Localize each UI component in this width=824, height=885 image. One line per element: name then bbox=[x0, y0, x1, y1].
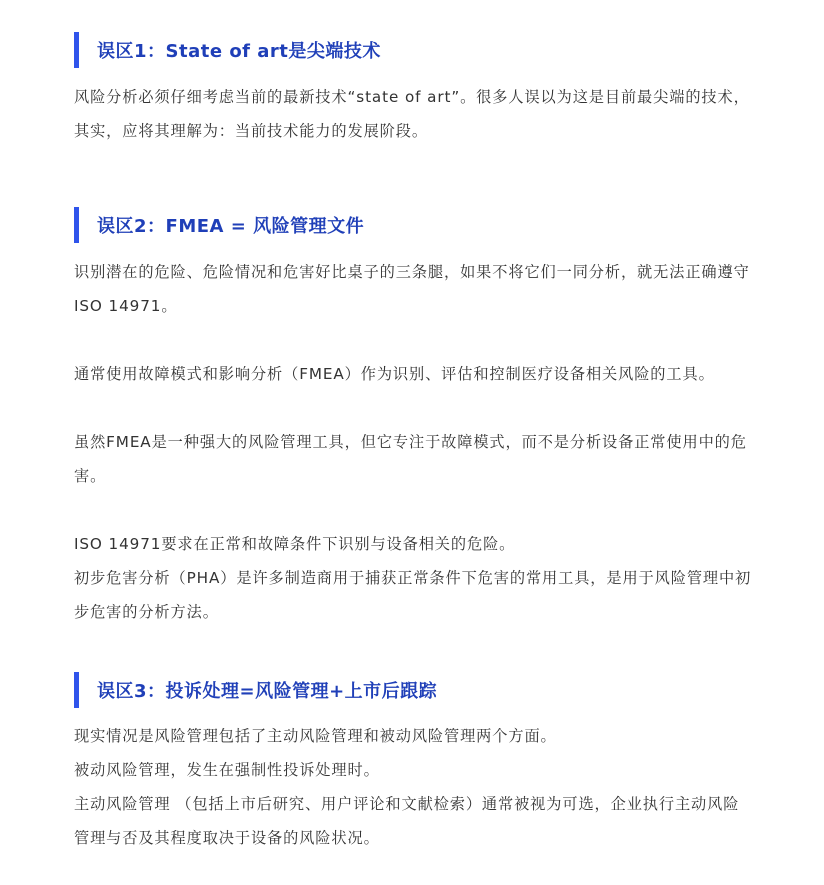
heading-accent-bar bbox=[74, 207, 79, 243]
paragraph: ISO 14971要求在正常和故障条件下识别与设备相关的危险。 bbox=[74, 535, 516, 553]
heading-title: 误区3：投诉处理=风险管理+上市后跟踪 bbox=[97, 681, 438, 702]
section-heading-2 bbox=[74, 207, 364, 243]
paragraph: 识别潜在的危险、危险情况和危害好比桌子的三条腿，如果不将它们一同分析，就无法正确遵守ISO 14971。 bbox=[74, 263, 750, 315]
heading-accent-bar bbox=[74, 32, 79, 68]
paragraph: 被动风险管理，发生在强制性投诉处理时。 bbox=[74, 761, 380, 779]
paragraph: 风险分析必须仔细考虑当前的最新技术“state of art”。很多人误以为这是目前最尖端的技术，其实，应将其理解为：当前技术能力的发展阶段。 bbox=[74, 88, 750, 140]
paragraph: 虽然FMEA是一种强大的风险管理工具，但它专注于故障模式，而不是分析设备正常使用中的危害。 bbox=[74, 433, 747, 485]
paragraph: 初步危害分析（PHA）是许多制造商用于捕获正常条件下危害的常用工具，是用于风险管理中初步危害的分析方法。 bbox=[74, 569, 752, 621]
paragraph: 通常使用故障模式和影响分析（FMEA）作为识别、评估和控制医疗设备相关风险的工具。 bbox=[74, 365, 715, 383]
paragraph: 主动风险管理 （包括上市后研究、用户评论和文献检索）通常被视为可选，企业执行主动风险管理与否及其程度取决于设备的风险状况。 bbox=[74, 795, 740, 847]
section-heading-3 bbox=[74, 672, 437, 708]
paragraph: 现实情况是风险管理包括了主动风险管理和被动风险管理两个方面。 bbox=[74, 727, 557, 745]
heading-title: 误区1：State of art是尖端技术 bbox=[97, 41, 381, 62]
section-heading-1 bbox=[74, 32, 381, 68]
heading-title: 误区2：FMEA = 风险管理文件 bbox=[97, 216, 365, 237]
heading-accent-bar bbox=[74, 672, 79, 708]
